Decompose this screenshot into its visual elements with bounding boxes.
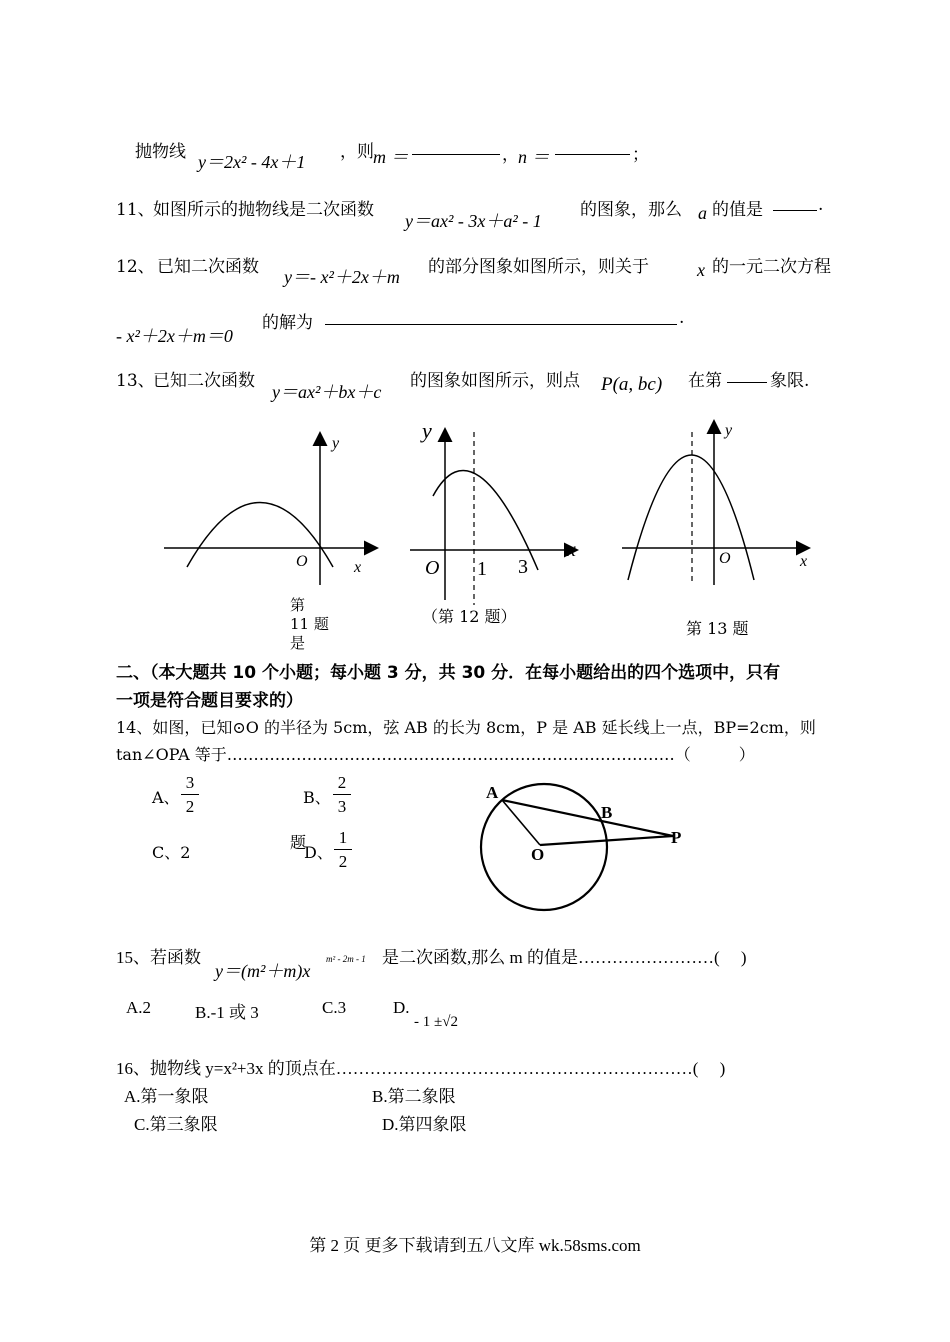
q10-m-label: m ＝ bbox=[373, 147, 409, 167]
q13-number: 13、 bbox=[116, 371, 155, 391]
q13-point: P(a, bc) bbox=[601, 374, 663, 395]
q13-text-b: 的图象如图所示，则点 bbox=[410, 371, 580, 391]
q14-option-a-fraction: $\frac{3}{2}$ bbox=[181, 772, 199, 819]
q11-equation: y＝ax² - 3x＋a² - 1 bbox=[405, 211, 542, 231]
q11-text-c: 的值是 bbox=[712, 200, 763, 220]
q12-number: 12、 bbox=[116, 257, 155, 277]
q12-equation2: - x²＋2x＋m＝0 bbox=[116, 326, 233, 346]
q14-label-P: P bbox=[671, 828, 682, 847]
q12-equation: y＝- x²＋2x＋m bbox=[284, 267, 400, 287]
fig13-parabola bbox=[628, 455, 754, 580]
q13-text-a: 已知二次函数 bbox=[153, 371, 255, 391]
q14-label-B: B bbox=[601, 803, 613, 822]
q15-option-b[interactable]: B.-1 或 3 bbox=[195, 1003, 259, 1022]
q13-text-c: 在第 bbox=[688, 371, 722, 391]
q13-text-d: 象限. bbox=[770, 371, 810, 391]
q15-exponent: m² - 2m - 1 bbox=[326, 954, 366, 964]
q15-text-a: 15、若函数 bbox=[116, 948, 201, 967]
q15-option-c[interactable]: C.3 bbox=[322, 998, 347, 1017]
q14-label-A: A bbox=[486, 783, 499, 802]
page-footer: 第 2 页 更多下载请到五八文库 wk.58sms.com bbox=[309, 1236, 641, 1255]
q12-text-a: 已知二次函数 bbox=[157, 257, 259, 277]
q10-then: ，则 bbox=[340, 142, 374, 162]
q11-text-b: 的图象，那么 bbox=[580, 200, 682, 220]
fig12-tick-1: 1 bbox=[477, 558, 487, 580]
fig12-x-label: x bbox=[567, 539, 576, 561]
q14-option-b-fraction: $\frac{2}{3}$ bbox=[333, 772, 351, 819]
fig11-parabola bbox=[187, 503, 333, 568]
q14-option-c[interactable]: C、2 bbox=[152, 843, 191, 862]
q10-n-label: n ＝ bbox=[518, 147, 550, 167]
fig12-y-label: y bbox=[422, 418, 432, 443]
section2-line1: 二、（本大题共 10 个小题；每小题 3 分，共 30 分．在每小题给出的四个选项中，只有 bbox=[116, 663, 781, 683]
q14-option-d-label[interactable]: D、 bbox=[304, 843, 333, 862]
q15-option-a[interactable]: A.2 bbox=[126, 998, 152, 1017]
q15-equation: y＝(m²＋m)x bbox=[215, 961, 311, 981]
q14-line1: 14、如图，已知⊙O 的半径为 5cm，弦 AB 的长为 8cm，P 是 AB 延长线上一点，BP=2cm，则 bbox=[116, 718, 816, 737]
fig12-caption: （第 12 题） bbox=[422, 607, 517, 626]
q14-option-b-label[interactable]: B、 bbox=[303, 788, 331, 807]
q13-blank[interactable] bbox=[727, 368, 767, 387]
q14-circle-diagram bbox=[478, 770, 698, 920]
figure-11 bbox=[150, 420, 390, 595]
q11-text-a: 如图所示的抛物线是二次函数 bbox=[153, 200, 374, 220]
q10-m-blank[interactable] bbox=[412, 140, 500, 159]
q12-text-c: 的一元二次方程 bbox=[712, 257, 831, 277]
fig11-x-label: x bbox=[354, 559, 362, 576]
section2-line2: 一项是符合题目要求的） bbox=[116, 691, 303, 711]
q10-end: ； bbox=[632, 145, 649, 165]
figure-13 bbox=[610, 410, 825, 590]
q16-option-b[interactable]: B.第二象限 bbox=[372, 1087, 456, 1106]
q11-blank[interactable] bbox=[773, 196, 817, 215]
q16-option-d[interactable]: D.第四象限 bbox=[382, 1115, 467, 1134]
q12-end: . bbox=[679, 308, 685, 328]
fig11-y-label: y bbox=[332, 435, 340, 452]
q12-blank[interactable] bbox=[325, 310, 677, 329]
q16-option-a[interactable]: A.第一象限 bbox=[124, 1087, 209, 1106]
q13-equation: y＝ax²＋bx＋c bbox=[272, 382, 382, 402]
q12-text-d: 的解为 bbox=[262, 313, 313, 333]
q15-text-b: 是二次函数,那么 m 的值是……………………( ) bbox=[382, 948, 747, 967]
q10-n-blank[interactable] bbox=[555, 140, 630, 159]
fig11-origin: O bbox=[296, 553, 308, 570]
fig13-x-label: x bbox=[800, 553, 808, 570]
q16-text: 16、抛物线 y=x²+3x 的顶点在………………………………………………………( ) bbox=[116, 1059, 726, 1078]
q15-option-d[interactable]: D. bbox=[393, 998, 410, 1017]
q14-option-a-label[interactable]: A、 bbox=[152, 788, 180, 807]
q14-label-O: O bbox=[531, 845, 545, 864]
q11-end: . bbox=[818, 195, 824, 215]
fig13-y-label: y bbox=[725, 422, 733, 439]
q12-var: x bbox=[697, 260, 705, 280]
q10-equation: y＝2x² - 4x＋1 bbox=[198, 152, 306, 172]
q15-option-d-value: - 1 ±√2 bbox=[414, 1014, 458, 1030]
q14-stray-text: 题 bbox=[290, 833, 307, 852]
q11-var: a bbox=[698, 203, 707, 223]
fig12-tick-3: 3 bbox=[518, 556, 528, 578]
fig11-caption: 第 11 题 是 bbox=[290, 596, 329, 652]
q11-number: 11、 bbox=[116, 200, 155, 220]
fig13-caption: 第 13 题 bbox=[686, 619, 749, 638]
figure-12 bbox=[400, 410, 595, 610]
q10-prefix: 抛物线 bbox=[135, 142, 186, 162]
q14-line2: tan∠OPA 等于…………………………………………………………………………（ ） bbox=[116, 745, 755, 764]
fig12-origin: O bbox=[425, 557, 440, 579]
q12-text-b: 的部分图象如图所示，则关于 bbox=[428, 257, 649, 277]
q14-option-d-fraction: $\frac{1}{2}$ bbox=[334, 827, 352, 874]
q16-option-c[interactable]: C.第三象限 bbox=[134, 1115, 218, 1134]
fig13-origin: O bbox=[719, 550, 731, 567]
